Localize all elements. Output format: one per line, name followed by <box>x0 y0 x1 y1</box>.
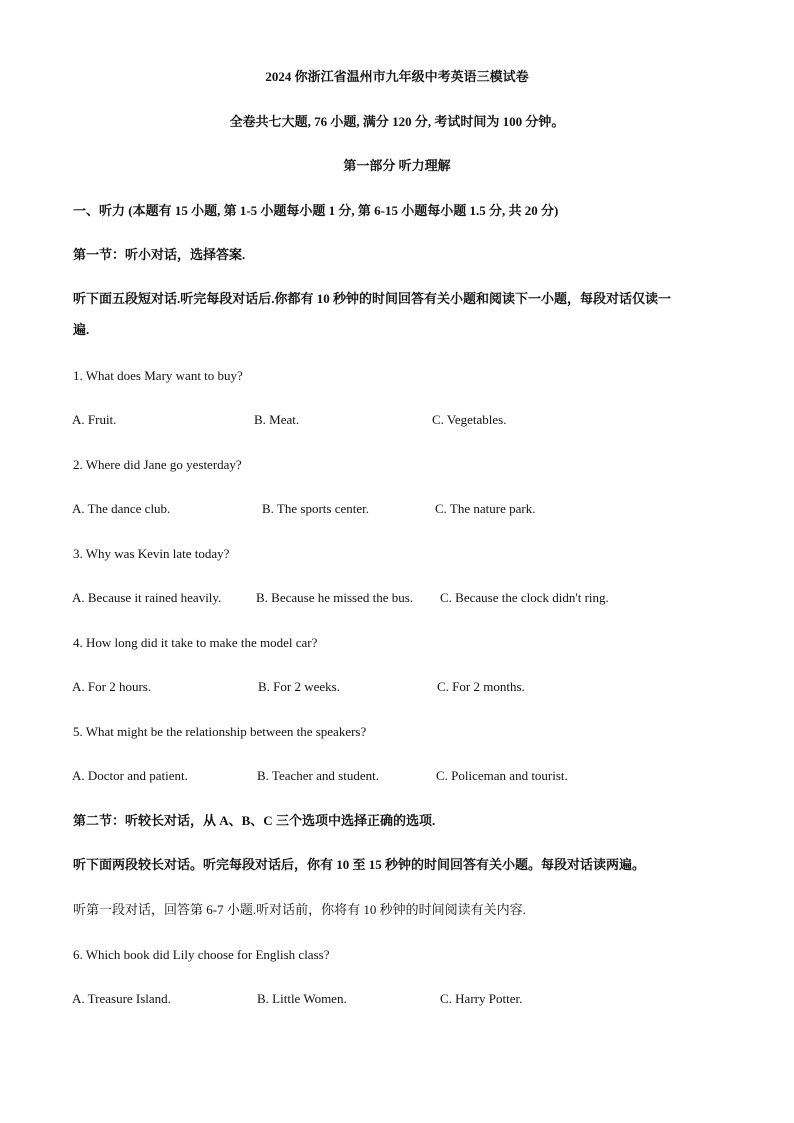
question-1-option-b: B. Meat. <box>254 412 300 427</box>
question-5-option-a: A. Doctor and patient. <box>72 768 188 783</box>
instruction-3: 听第一段对话，回答第 6-7 小题.听对话前，你将有 10 秒钟的时间阅读有关内容. <box>73 902 526 917</box>
question-1-option-a: A. Fruit. <box>72 412 117 427</box>
instruction-1-line-1: 听下面五段短对话.听完每段对话后.你都有 10 秒钟的时间回答有关小题和阅读下一小题，每段对话仅读一 <box>73 291 672 306</box>
question-1: 1. What does Mary want to buy? <box>73 368 243 383</box>
question-2: 2. Where did Jane go yesterday? <box>73 457 242 472</box>
instruction-1-line-2: 遍. <box>73 322 90 337</box>
question-5-option-b: B. Teacher and student. <box>257 768 379 783</box>
exam-title: 2024 你浙江省温州市九年级中考英语三模试卷 <box>265 69 529 84</box>
question-3-option-c: C. Because the clock didn't ring. <box>440 590 609 605</box>
question-6-option-c: C. Harry Potter. <box>440 991 523 1006</box>
question-6-option-a: A. Treasure Island. <box>72 991 171 1006</box>
instruction-2: 听下面两段较长对话。听完每段对话后，你有 10 至 15 秒钟的时间回答有关小题。每段对话读两遍。 <box>73 857 646 872</box>
question-6-option-b: B. Little Women. <box>257 991 347 1006</box>
part-heading: 第一部分 听力理解 <box>343 158 451 173</box>
question-5: 5. What might be the relationship between the speakers? <box>73 724 367 739</box>
question-2-option-b: B. The sports center. <box>262 501 369 516</box>
question-2-option-c: C. The nature park. <box>435 501 536 516</box>
question-1-option-c: C. Vegetables. <box>432 412 507 427</box>
question-3-option-b: B. Because he missed the bus. <box>256 590 414 605</box>
question-4: 4. How long did it take to make the model car? <box>73 635 318 650</box>
exam-intro: 全卷共七大题, 76 小题, 满分 120 分, 考试时间为 100 分钟。 <box>229 114 565 129</box>
question-5-option-c: C. Policeman and tourist. <box>436 768 568 783</box>
question-3: 3. Why was Kevin late today? <box>73 546 230 561</box>
subsection-1-heading: 第一节：听小对话，选择答案. <box>73 247 246 262</box>
question-2-option-a: A. The dance club. <box>72 501 171 516</box>
subsection-2-heading: 第二节：听较长对话，从 A、B、C 三个选项中选择正确的选项. <box>73 813 436 828</box>
section-heading: 一、听力 (本题有 15 小题, 第 1-5 小题每小题 1 分, 第 6-15 小题每小题 1.5 分, 共 20 分) <box>73 203 559 218</box>
question-4-option-a: A. For 2 hours. <box>72 679 152 694</box>
question-6: 6. Which book did Lily choose for English class? <box>73 947 330 962</box>
question-4-option-b: B. For 2 weeks. <box>258 679 340 694</box>
question-4-option-c: C. For 2 months. <box>437 679 525 694</box>
question-3-option-a: A. Because it rained heavily. <box>72 590 222 605</box>
